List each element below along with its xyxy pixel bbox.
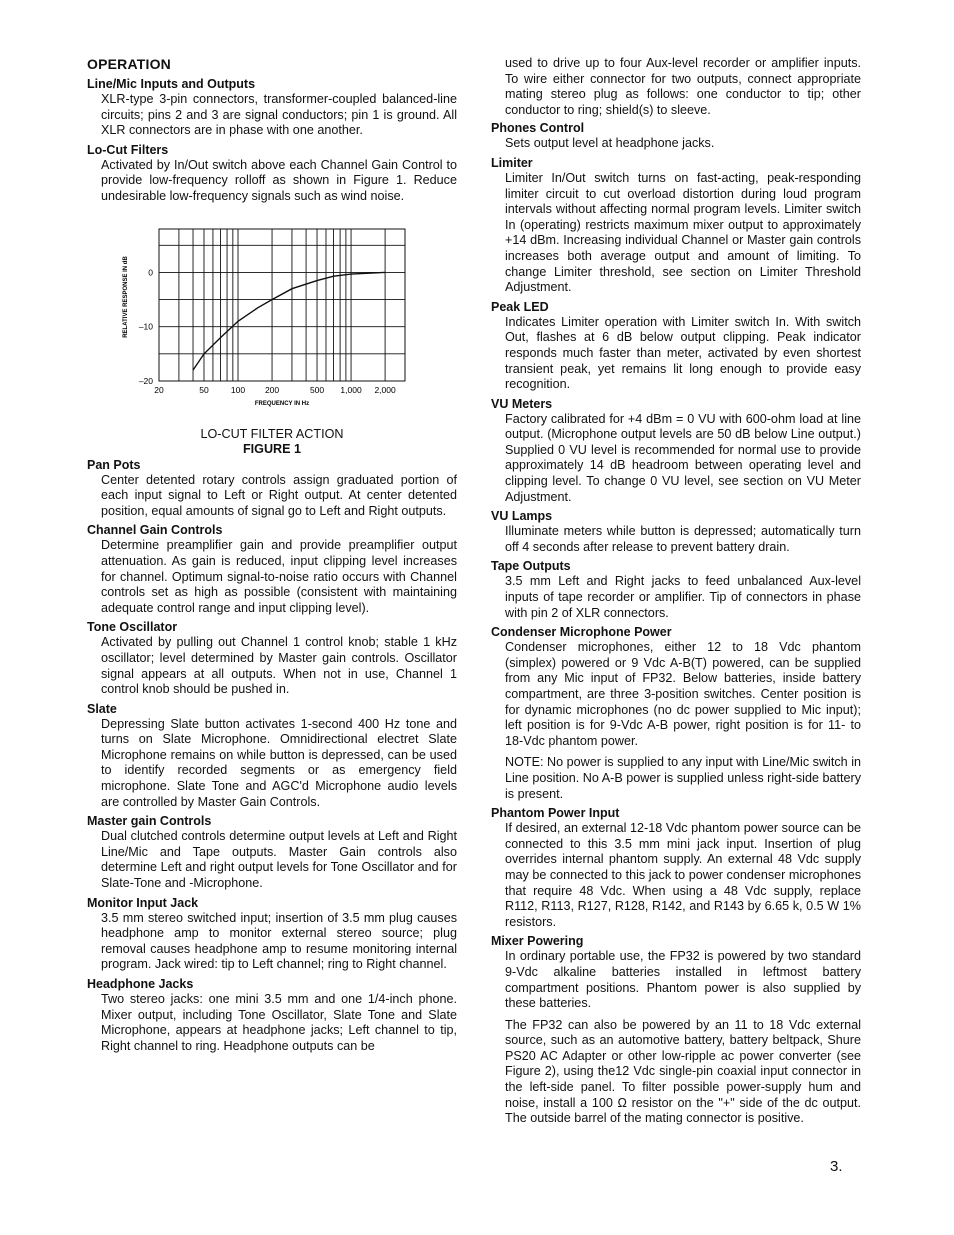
x-tick-label: 2,000: [374, 384, 396, 395]
section-paragraph: NOTE: No power is supplied to any input with Line/Mic switch in Line position. No A-B power is supplied unless right-side battery is present.: [505, 755, 861, 801]
x-tick-label: 1,000: [340, 384, 362, 395]
section-paragraph: Dual clutched controls determine output levels at Left and Right Line/Mic and Tape outputs. Master Gain controls also determine Left and right output levels for Tone Oscillator and for Slate-Tone and -Microphone.: [101, 829, 457, 891]
x-tick-label: 50: [199, 384, 209, 395]
section-title: Limiter: [491, 155, 533, 170]
left-sections-bottom: [87, 457, 457, 1055]
section-paragraph: In ordinary portable use, the FP32 is powered by two standard 9-Vdc alkaline batteries installed in leftmost battery compartment positions. Phantom power is also supplied by these batteries.: [505, 949, 861, 1011]
section-paragraph: 3.5 mm Left and Right jacks to feed unbalanced Aux-level inputs of tape recorder or amplifier. Tip of connectors in phase with pin 2 of XLR connectors.: [505, 574, 861, 620]
response-curve: [193, 272, 385, 370]
section: [491, 120, 861, 152]
section-paragraph: Factory calibrated for +4 dBm = 0 VU with 600-ohm load at line output. (Microphone output levels are 50 dB below Line output.) Supplied 0 VU level is recommended for normal use to provide approximately 14 dB headroom between operating level and clipping level. To change 0 VU level, see section on VU Meter Adjustment.: [505, 411, 861, 504]
section-title: Master gain Controls: [87, 814, 212, 829]
figure-caption: LO-CUT FILTER ACTION: [200, 426, 344, 441]
section: [87, 522, 457, 616]
section-title: Pan Pots: [87, 457, 141, 472]
section: [87, 142, 457, 205]
section-title: Tone Oscillator: [87, 620, 178, 635]
section-paragraph: XLR-type 3-pin connectors, transformer-coupled balanced-line circuits; pins 2 and 3 are signal conductors; pin 1 is ground. All XLR connectors are in phase with one another.: [101, 92, 457, 138]
section: [87, 813, 457, 891]
section-paragraph: Activated by In/Out switch above each Channel Gain Control to provide low-frequency rolloff as shown in Figure 1. Reduce undesirable low-frequency signals such as wind noise.: [101, 157, 457, 203]
section: [87, 619, 457, 697]
section: [491, 558, 861, 621]
figure-label: FIGURE 1: [242, 441, 302, 456]
y-tick-label: –20: [138, 375, 153, 386]
section-title: Condenser Microphone Power: [491, 625, 672, 640]
section-paragraph: Condenser microphones, either 12 to 18 Vdc phantom (simplex) powered or 9 Vdc A-B(T) powered, can be supplied from any Mic input of FP32. Below batteries, inside battery compartment, are three 3-position switches. Center position is for dynamic microphones (no dc power supplied to Mic input); left position is for 9-Vdc A-B power, right position is for 11- to 18-Vdc phantom power.: [505, 640, 861, 748]
section: [87, 701, 457, 811]
section-paragraph: Illuminate meters while button is depressed; automatically turn off 4 seconds after release to prevent battery drain.: [505, 524, 861, 554]
y-tick-label: 0: [148, 266, 153, 277]
section: [87, 457, 457, 520]
section: [491, 624, 861, 802]
section-title: Peak LED: [491, 299, 549, 314]
section-title: Phones Control: [491, 121, 585, 136]
section-paragraph: Determine preamplifier gain and provide preamplifier output attenuation. As gain is reduced, input clipping level increases for channel. Optimum signal-to-noise ratio occurs with Channel controls set as high as possible (consistent with maintaining adequate control range and input clipping level).: [101, 538, 457, 615]
continued-paragraph: used to drive up to four Aux-level recorder or amplifier inputs. To wire either connector for two outputs, connect appropriate mating stereo plug as follows: one conductor to tip; other conductor to ring; shield(s) to sleeve.: [505, 56, 861, 117]
section-title: Phantom Power Input: [491, 806, 620, 821]
section: [491, 396, 861, 506]
section-paragraph: Activated by pulling out Channel 1 control knob; stable 1 kHz oscillator; level determined by Master gain controls. Oscillator signal appears at all outputs. When not in use, Channel 1 control knob should be pushed in.: [101, 635, 457, 697]
section-paragraph: The FP32 can also be powered by an 11 to 18 Vdc external source, such as an automotive battery, battery beltpack, Shure PS20 AC Adapter or other low-ripple ac power converter (see Figure 2), using the12 Vdc single-pin coaxial input connector in the left-side panel. To filter possible power-supply hum and noise, install a 100 Ω resistor on the "+" side of the dc output. The outside barrel of the mating connector is positive.: [505, 1017, 861, 1126]
section: [491, 299, 861, 393]
section-paragraph: Two stereo jacks: one mini 3.5 mm and one 1/4-inch phone. Mixer output, including Tone Oscillator, Slate Tone and Slate Microphone, appears at headphone jacks; Left channel to tip, Right channel to ring. Headphone outputs can be: [101, 992, 457, 1053]
section: [87, 895, 457, 973]
right-sections: [491, 120, 861, 1126]
section-title: Monitor Input Jack: [87, 895, 199, 910]
section-paragraph: Depressing Slate button activates 1-second 400 Hz tone and turns on Slate Microphone. Omnidirectional electret Slate Microphone remains on while button is depressed, can be used to identify recorded segments or as emergency field microphone. Slate Tone and AGC'd Microphone audio levels are controlled by Master Gain Controls.: [101, 716, 457, 809]
left-column: [87, 56, 457, 1057]
y-axis-title: RELATIVE RESPONSE IN dB: [123, 255, 129, 338]
section: [491, 805, 861, 930]
section-paragraph: Center detented rotary controls assign graduated portion of each input signal to Left or Right output. At center detented position, equal amounts of signal go to Left and Right outputs.: [101, 472, 457, 518]
y-tick-label: –10: [138, 321, 153, 332]
figure-lo-cut-filter: [87, 213, 457, 457]
section-heading: OPERATION: [87, 56, 171, 72]
section: [87, 976, 457, 1054]
x-tick-label: 200: [264, 384, 280, 395]
x-tick-label: 500: [309, 384, 325, 395]
section-paragraph: Limiter In/Out switch turns on fast-acting, peak-responding limiter circuit to cut overload distortion during loud program intervals without affecting normal program levels. Limiter switch In (operating) restricts maximum mixer output to approximately +14 dBm. Increasing individual Channel or Master gain controls increases both average output and amount of limiting. To change Limiter threshold, see section on Limiter Threshold Adjustment.: [505, 170, 861, 295]
section-title: Line/Mic Inputs and Outputs: [87, 77, 256, 91]
section-title: Mixer Powering: [491, 934, 584, 949]
section-title: Channel Gain Controls: [87, 523, 223, 538]
lo-cut-chart: [87, 213, 457, 413]
section-paragraph: If desired, an external 12-18 Vdc phantom power source can be connected to this 3.5 mm mini jack input. Insertion of plug overrides internal phantom supply. An external 48 Vdc supply may be connected to this jack to power condenser microphones that require 48 Vdc. When using a 48 Vdc supply, replace R112, R113, R127, R128, R142, and R143 by 6.65 k, 0.5 W 1% resistors.: [505, 821, 861, 929]
section-paragraph: Sets output level at headphone jacks.: [505, 136, 715, 151]
section: [491, 933, 861, 1127]
section: [491, 508, 861, 555]
x-tick-label: 20: [154, 384, 164, 395]
plot-frame: [159, 229, 405, 381]
right-column: [491, 56, 861, 1130]
section-paragraph: Indicates Limiter operation with Limiter switch In. With switch Out, flashes at 6 dB below output clipping. Peak indicator responds much faster than meter, activated by even shortest transient peak, yet remains lit long enough to provide easy recognition.: [505, 314, 861, 392]
section-title: Headphone Jacks: [87, 977, 194, 991]
x-tick-label: 100: [230, 384, 246, 395]
section-paragraph: 3.5 mm stereo switched input; insertion of 3.5 mm plug causes headphone amp to monitor external stereo source; plug removal causes headphone amp to resume monitoring internal program. Jack wired: tip to Left channel; ring to Right channel.: [101, 910, 457, 972]
page-number: 3.: [830, 1158, 843, 1175]
section: [491, 155, 861, 296]
section-title: Slate: [87, 701, 117, 716]
section: [87, 76, 457, 139]
x-axis-title: FREQUENCY IN Hz: [254, 400, 310, 407]
section-title: Tape Outputs: [491, 559, 571, 574]
left-sections-top: [87, 76, 457, 205]
section-title: Lo-Cut Filters: [87, 142, 169, 157]
section-title: VU Meters: [491, 396, 553, 411]
section-title: VU Lamps: [491, 509, 553, 524]
